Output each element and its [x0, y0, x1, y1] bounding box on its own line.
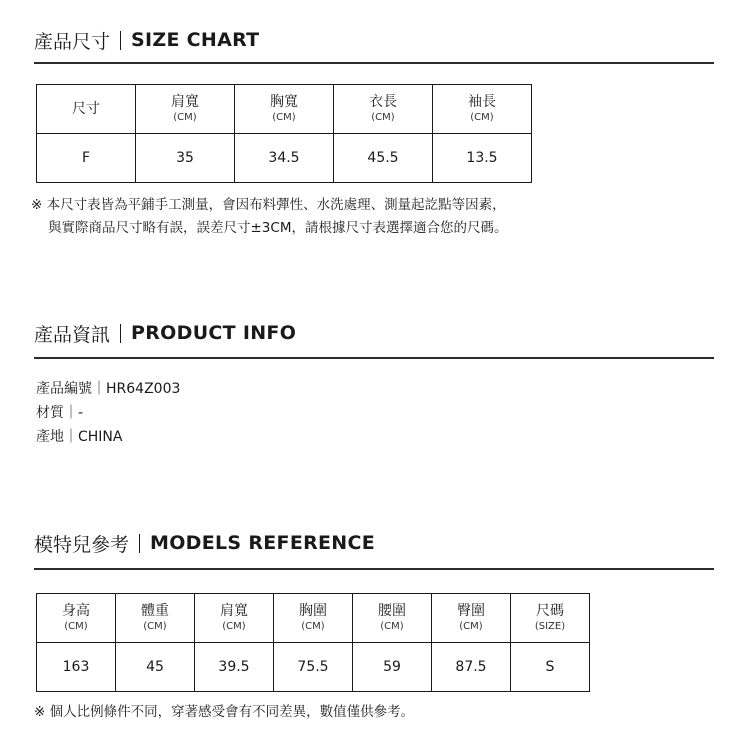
size-chart-heading-en: SIZE CHART — [131, 29, 260, 51]
header-cell-shoulder: 肩寬 (CM) — [136, 85, 235, 134]
table-cell: S — [511, 643, 590, 692]
section-divider — [34, 568, 714, 570]
product-info-list — [36, 377, 180, 449]
header-cell-length: 衣長 (CM) — [334, 85, 433, 134]
info-line-origin: 產地｜CHINA — [36, 429, 123, 445]
table-cell: 13.5 — [433, 134, 532, 183]
models-reference-note: ※ 個人比例條件不同，穿著感受會有不同差異，數值僅供參考。 — [34, 704, 415, 720]
header-cell-size: 尺寸 — [37, 85, 136, 134]
table-header-row — [37, 85, 532, 134]
section-divider — [34, 357, 714, 359]
table-cell: 35 — [136, 134, 235, 183]
table-cell: 34.5 — [235, 134, 334, 183]
table-cell: 163 — [37, 643, 116, 692]
table-header-row — [37, 594, 590, 643]
table-row — [37, 643, 590, 692]
header-cell-size: 尺碼 (SIZE) — [511, 594, 590, 643]
table-cell: 45.5 — [334, 134, 433, 183]
size-chart-heading — [34, 26, 714, 54]
header-cell-bust: 胸圍 (CM) — [274, 594, 353, 643]
size-chart-heading-zh: 產品尺寸 — [34, 30, 111, 53]
header-cell-hip: 臀圍 (CM) — [432, 594, 511, 643]
info-line-product-code: 產品編號｜HR64Z003 — [36, 381, 181, 397]
size-chart-table — [36, 84, 532, 183]
models-reference-section — [34, 529, 714, 720]
models-reference-table — [36, 593, 590, 692]
models-reference-heading-en: MODELS REFERENCE — [150, 532, 376, 554]
heading-separator — [139, 534, 140, 553]
size-chart-note-line2: 與實際商品尺寸略有誤，誤差尺寸±3CM，請根據尺寸表選擇適合您的尺碼。 — [48, 220, 508, 236]
table-cell: 45 — [116, 643, 195, 692]
product-info-heading-zh: 產品資訊 — [34, 323, 111, 346]
product-info-heading-en: PRODUCT INFO — [131, 322, 297, 344]
table-cell: 59 — [353, 643, 432, 692]
header-cell-chest: 胸寬 (CM) — [235, 85, 334, 134]
table-cell: F — [37, 134, 136, 183]
table-cell: 87.5 — [432, 643, 511, 692]
table-cell: 75.5 — [274, 643, 353, 692]
header-cell-waist: 腰圍 (CM) — [353, 594, 432, 643]
size-chart-note — [31, 194, 507, 240]
header-cell-height: 身高 (CM) — [37, 594, 116, 643]
size-chart-note-line1: ※ 本尺寸表皆為平鋪手工測量，會因布料彈性、水洗處理、測量起訖點等因素， — [31, 197, 506, 213]
header-cell-sleeve: 袖長 (CM) — [433, 85, 532, 134]
header-cell-weight: 體重 (CM) — [116, 594, 195, 643]
table-row — [37, 134, 532, 183]
header-cell-shoulder: 肩寬 (CM) — [195, 594, 274, 643]
product-info-heading — [34, 319, 714, 347]
table-cell: 39.5 — [195, 643, 274, 692]
models-reference-heading-zh: 模特兒參考 — [34, 533, 130, 556]
size-chart-section — [31, 26, 714, 236]
models-reference-heading — [34, 529, 714, 557]
heading-separator — [120, 31, 121, 50]
heading-separator — [120, 324, 121, 343]
section-divider — [34, 62, 714, 64]
product-info-section — [34, 319, 714, 445]
info-line-material: 材質｜- — [36, 405, 84, 421]
